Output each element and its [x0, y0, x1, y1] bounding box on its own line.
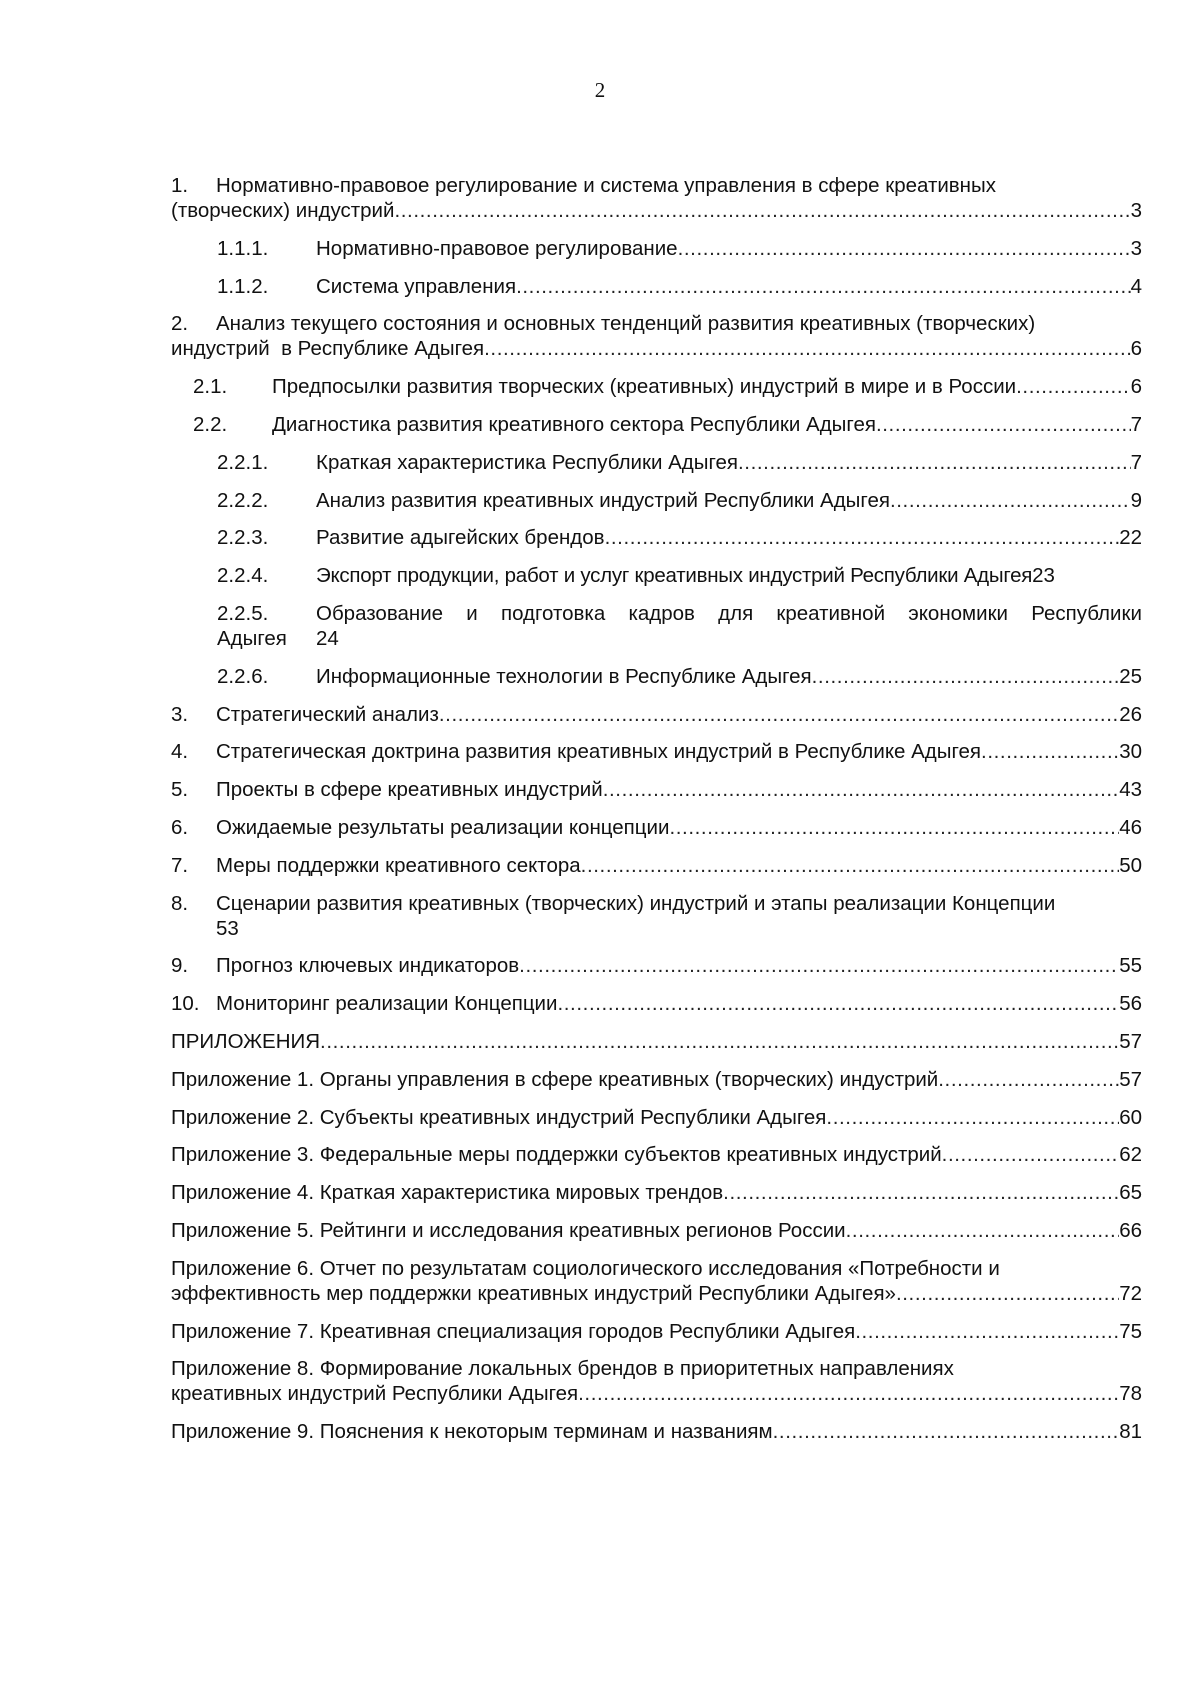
- toc-page-number: 50: [1119, 853, 1142, 877]
- toc-entry-title: Ожидаемые результаты реализации концепции: [216, 815, 670, 839]
- title-word: подготовка: [500, 601, 606, 625]
- toc-entry-1-1-1[interactable]: [171, 236, 1142, 261]
- title-word: Образование: [316, 601, 444, 625]
- toc-entry-title-cont: индустрий в Республике Адыгея: [171, 337, 485, 361]
- dot-leader: [942, 1142, 1120, 1167]
- toc-entry-appendix-6[interactable]: [171, 1256, 1142, 1306]
- dot-leader: [890, 488, 1131, 513]
- dot-leader: [738, 450, 1131, 475]
- dot-leader: [557, 991, 1119, 1016]
- toc-entry-title: Анализ текущего состояния и основных тенденций развития креативных (творческих): [216, 312, 1036, 336]
- toc-page-number: 3: [1130, 199, 1142, 222]
- toc-entry-title: Мониторинг реализации Концепции: [216, 992, 558, 1016]
- toc-page-number: 26: [1119, 702, 1142, 726]
- dot-leader: [320, 1029, 1119, 1054]
- toc-entry-2-2-2[interactable]: [171, 488, 1142, 513]
- toc-entry-title: Приложение 3. Федеральные меры поддержки субъектов креативных индустрий: [171, 1143, 942, 1167]
- toc-entry-title: Экспорт продукции, работ и услуг креативных индустрий Республики Адыгея: [316, 564, 1033, 588]
- toc-entry-title: Анализ развития креативных индустрий Республики Адыгея: [316, 488, 890, 512]
- dot-leader: [678, 236, 1131, 261]
- toc-entry-2-2-4[interactable]: [171, 563, 1142, 588]
- toc-entry-number: 2.: [171, 312, 189, 336]
- toc-page-number: 57: [1119, 1029, 1142, 1053]
- toc-entry-number: 2.2.1.: [217, 450, 269, 474]
- toc-entry-title: Стратегический анализ: [216, 702, 439, 726]
- toc-entry-appendix-3[interactable]: [171, 1142, 1142, 1167]
- toc-page-number: 65: [1119, 1181, 1142, 1205]
- toc-page-number: 6: [1130, 337, 1142, 361]
- toc-entry-8[interactable]: [171, 891, 1142, 941]
- toc-entry-title: Приложение 6. Отчет по результатам социологического исследования «Потребности и: [171, 1256, 1000, 1280]
- toc-entry-2[interactable]: [171, 311, 1142, 361]
- toc-entry-2-2-1[interactable]: [171, 450, 1142, 475]
- table-of-contents: [171, 173, 1142, 1457]
- toc-entry-title: Краткая характеристика Республики Адыгея: [316, 450, 738, 474]
- toc-page-number: 7: [1130, 412, 1142, 436]
- toc-page-number: 62: [1119, 1143, 1142, 1167]
- toc-entry-6[interactable]: [171, 815, 1142, 840]
- toc-entry-title: Сценарии развития креативных (творческих) индустрий и этапы реализации Концепции: [216, 891, 1056, 915]
- dot-leader: [938, 1067, 1119, 1092]
- dot-leader: [603, 777, 1119, 802]
- toc-entry-title: ПРИЛОЖЕНИЯ: [171, 1029, 321, 1053]
- dot-leader: [484, 336, 1130, 361]
- title-word: для: [718, 601, 754, 625]
- toc-page-number: 81: [1119, 1420, 1142, 1444]
- toc-entry-title: Приложение 8. Формирование локальных брендов в приоритетных направлениях: [171, 1357, 954, 1381]
- toc-entry-title: Проекты в сфере креативных индустрий: [216, 778, 603, 802]
- dot-leader: [394, 198, 1130, 223]
- toc-entry-2-2[interactable]: [171, 412, 1142, 437]
- toc-entry-title: Развитие адыгейских брендов: [316, 526, 605, 550]
- toc-entry-appendices[interactable]: [171, 1029, 1142, 1054]
- toc-entry-number: 2.1.: [193, 375, 228, 399]
- dot-leader: [519, 953, 1119, 978]
- title-word: Республики: [1031, 601, 1142, 625]
- toc-page-number: 30: [1119, 740, 1142, 764]
- toc-page-number: 53: [216, 916, 239, 940]
- toc-entry-number: 2.2.2.: [217, 488, 269, 512]
- toc-page-number: 6: [1130, 375, 1142, 399]
- toc-entry-number: 2.2.4.: [217, 564, 269, 588]
- toc-page-number: 75: [1119, 1319, 1142, 1343]
- toc-entry-title: Предпосылки развития творческих (креативных) индустрий в мире и в России: [272, 375, 1017, 399]
- toc-page-number: 46: [1119, 815, 1142, 839]
- toc-entry-title: Информационные технологии в Республике Адыгея: [316, 664, 812, 688]
- toc-entry-title: Нормативно-правовое регулирование: [316, 236, 678, 260]
- toc-entry-number: 5.: [171, 778, 189, 802]
- toc-entry-number: 2.2.5.: [217, 601, 269, 625]
- toc-page-number: 23: [1032, 564, 1055, 588]
- dot-leader: [723, 1180, 1119, 1205]
- toc-entry-title: Меры поддержки креативного сектора: [216, 853, 581, 877]
- toc-entry-appendix-5[interactable]: [171, 1218, 1142, 1243]
- toc-page-number: 25: [1119, 664, 1142, 688]
- toc-entry-title: Приложение 4. Краткая характеристика мировых трендов: [171, 1181, 724, 1205]
- toc-entry-number: 9.: [171, 954, 189, 978]
- toc-entry-number: 7.: [171, 853, 189, 877]
- toc-entry-appendix-2[interactable]: [171, 1105, 1142, 1130]
- title-word: креативной: [776, 601, 886, 625]
- toc-page-number: 24: [316, 626, 339, 650]
- toc-entry-2-1[interactable]: [171, 374, 1142, 399]
- toc-entry-title: Нормативно-правовое регулирование и система управления в сфере креативных: [216, 174, 996, 197]
- toc-entry-1-1-2[interactable]: [171, 274, 1142, 299]
- toc-entry-title: Приложение 7. Креативная специализация городов Республики Адыгея: [171, 1319, 856, 1343]
- toc-entry-number: 2.2.3.: [217, 526, 269, 550]
- dot-leader: [1016, 374, 1130, 399]
- toc-page-number: 57: [1119, 1067, 1142, 1091]
- dot-leader: [855, 1319, 1119, 1344]
- toc-entry-2-2-6[interactable]: [171, 664, 1142, 689]
- toc-entry-1[interactable]: [171, 173, 1142, 223]
- title-word: экономики: [908, 601, 1009, 625]
- toc-page-number: 7: [1130, 450, 1142, 474]
- toc-page-number: 72: [1119, 1281, 1142, 1305]
- page-number: 2: [594, 78, 606, 102]
- toc-entry-5[interactable]: [171, 777, 1142, 802]
- toc-entry-number: 1.1.2.: [217, 274, 269, 298]
- toc-entry-10[interactable]: [171, 991, 1142, 1016]
- toc-entry-appendix-7[interactable]: [171, 1319, 1142, 1344]
- toc-page-number: 4: [1130, 274, 1142, 298]
- toc-entry-title: Диагностика развития креативного сектора Республики Адыгея: [272, 412, 876, 436]
- toc-page-number: 55: [1119, 954, 1142, 978]
- title-word: и: [466, 601, 478, 625]
- toc-entry-appendix-4[interactable]: [171, 1180, 1142, 1205]
- toc-entry-2-2-5[interactable]: [171, 601, 1142, 651]
- toc-entry-title: [316, 601, 1142, 626]
- toc-page-number: 43: [1119, 778, 1142, 802]
- toc-entry-appendix-8[interactable]: [171, 1356, 1142, 1406]
- dot-leader: [605, 525, 1120, 550]
- toc-page-number: 66: [1119, 1218, 1142, 1242]
- toc-page-number: 9: [1130, 488, 1142, 512]
- toc-page-number: 56: [1119, 992, 1142, 1016]
- dot-leader: [896, 1281, 1119, 1306]
- dot-leader: [826, 1105, 1119, 1130]
- dot-leader: [846, 1218, 1120, 1243]
- toc-entry-title: Система управления: [316, 274, 517, 298]
- toc-page-number: 78: [1119, 1382, 1142, 1406]
- title-word: кадров: [628, 601, 695, 625]
- toc-entry-7[interactable]: [171, 853, 1142, 878]
- toc-entry-number: 2.2.: [193, 412, 228, 436]
- toc-entry-title-cont: Адыгея: [217, 626, 287, 650]
- toc-page-number: 3: [1130, 236, 1142, 260]
- toc-entry-9[interactable]: [171, 953, 1142, 978]
- dot-leader: [578, 1381, 1119, 1406]
- dot-leader: [773, 1419, 1120, 1444]
- dot-leader: [669, 815, 1119, 840]
- dot-leader: [439, 702, 1119, 727]
- dot-leader: [581, 853, 1120, 878]
- toc-entry-number: 4.: [171, 740, 189, 764]
- toc-entry-appendix-9[interactable]: [171, 1419, 1142, 1444]
- toc-entry-number: 8.: [171, 891, 189, 915]
- toc-entry-title-cont: эффективность мер поддержки креативных индустрий Республики Адыгея»: [171, 1281, 896, 1305]
- toc-entry-title-cont: креативных индустрий Республики Адыгея: [171, 1382, 579, 1406]
- toc-entry-3[interactable]: [171, 702, 1142, 727]
- dot-leader: [516, 274, 1131, 299]
- toc-entry-number: 3.: [171, 702, 189, 726]
- dot-leader: [876, 412, 1131, 437]
- toc-entry-title: Стратегическая доктрина развития креативных индустрий в Республике Адыгея: [216, 740, 982, 764]
- dot-leader: [812, 664, 1120, 689]
- toc-entry-number: 2.2.6.: [217, 664, 269, 688]
- toc-entry-title: Приложение 9. Пояснения к некоторым терминам и названиям: [171, 1420, 773, 1444]
- toc-entry-number: 6.: [171, 815, 189, 839]
- toc-entry-4[interactable]: [171, 739, 1142, 764]
- toc-entry-number: 1.: [171, 174, 189, 197]
- toc-entry-title-cont: (творческих) индустрий: [171, 199, 395, 222]
- toc-entry-title: Прогноз ключевых индикаторов: [216, 954, 520, 978]
- toc-entry-appendix-1[interactable]: [171, 1067, 1142, 1092]
- toc-entry-title: Приложение 1. Органы управления в сфере креативных (творческих) индустрий: [171, 1067, 939, 1091]
- toc-page-number: 60: [1119, 1105, 1142, 1129]
- toc-entry-2-2-3[interactable]: [171, 525, 1142, 550]
- toc-page-number: 22: [1119, 526, 1142, 550]
- toc-entry-title: Приложение 2. Субъекты креативных индустрий Республики Адыгея: [171, 1105, 827, 1129]
- dot-leader: [981, 739, 1119, 764]
- toc-entry-title: Приложение 5. Рейтинги и исследования креативных регионов России: [171, 1218, 846, 1242]
- toc-entry-number: 1.1.1.: [217, 236, 269, 260]
- toc-entry-number: 10.: [171, 992, 200, 1016]
